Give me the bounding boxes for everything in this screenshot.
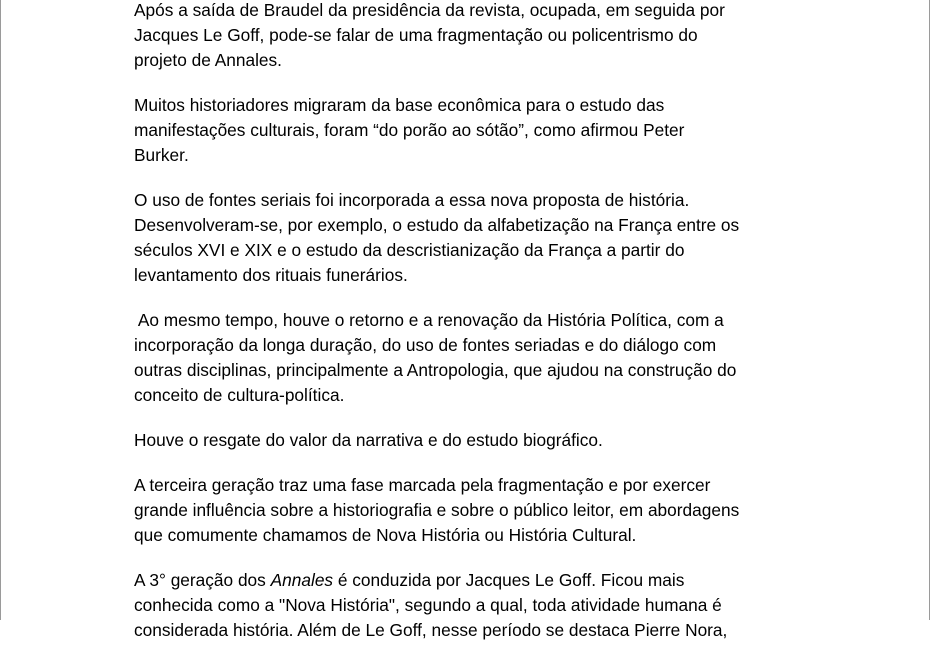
- paragraph-cultural-migration: [134, 93, 814, 168]
- text-line: Após a saída de Braudel da presidência da revista, ocupada, em seguida por: [134, 0, 725, 20]
- text-line: O uso de fontes seriais foi incorporada a essa nova proposta de história.: [134, 190, 690, 210]
- text-line: Jacques Le Goff, pode-se falar de uma fragmentação ou policentrismo do: [134, 25, 698, 45]
- text-line: conhecida como a "Nova História", segundo a qual, toda atividade humana é: [134, 595, 722, 615]
- paragraph-serial-sources: [134, 188, 814, 288]
- paragraph-political-history: [134, 308, 814, 408]
- paragraph-narrative-biography: [134, 428, 814, 453]
- text-line: grande influência sobre a historiografia e sobre o público leitor, em abordagens: [134, 500, 740, 520]
- text-line: manifestações culturais, foram “do porão ao sótão”, como afirmou Peter: [134, 120, 685, 140]
- paragraph-le-goff-nova-historia: [134, 568, 814, 643]
- text-line: levantamento dos rituais funerários.: [134, 265, 408, 285]
- paragraph-third-generation: [134, 473, 814, 548]
- text-line: que comumente chamamos de Nova História ou História Cultural.: [134, 525, 637, 545]
- text-fragment: A 3° geração dos: [134, 570, 271, 590]
- journal-title-annales: Annales: [270, 570, 334, 590]
- text-line: projeto de Annales.: [134, 50, 282, 70]
- text-fragment: é conduzida por Jacques Le Goff. Ficou mais: [333, 570, 685, 590]
- text-line: outras disciplinas, principalmente a Antropologia, que ajudou na construção do: [134, 360, 737, 380]
- text-line: Ao mesmo tempo, houve o retorno e a renovação da História Política, com a: [134, 310, 724, 330]
- text-line: A terceira geração traz uma fase marcada pela fragmentação e por exercer: [134, 475, 711, 495]
- document-body: [134, 0, 814, 663]
- text-line: Muitos historiadores migraram da base econômica para o estudo das: [134, 95, 665, 115]
- text-line: considerada história. Além de Le Goff, nesse período se destaca Pierre Nora,: [134, 620, 728, 640]
- paragraph-braudel-succession: [134, 0, 814, 73]
- text-line: conceito de cultura-política.: [134, 385, 345, 405]
- text-line: séculos XVI e XIX e o estudo da descristianização da França a partir do: [134, 240, 685, 260]
- text-line: Desenvolveram-se, por exemplo, o estudo da alfabetização na França entre os: [134, 215, 740, 235]
- text-line: Burker.: [134, 145, 189, 165]
- text-line: incorporação da longa duração, do uso de fontes seriadas e do diálogo com: [134, 335, 717, 355]
- text-line: Houve o resgate do valor da narrativa e do estudo biográfico.: [134, 430, 603, 450]
